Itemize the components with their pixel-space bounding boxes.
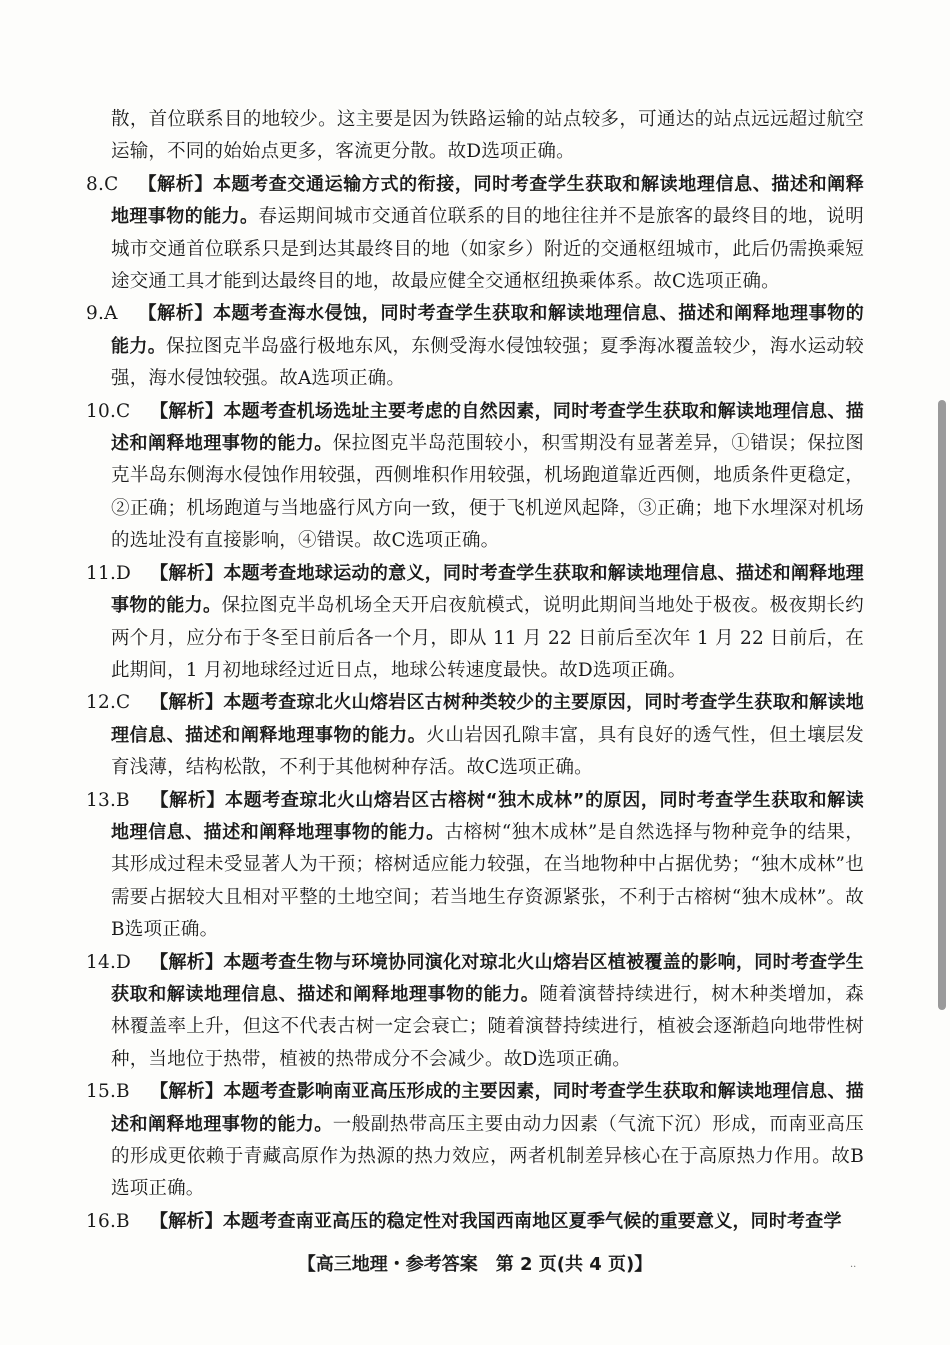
item-number: 8. <box>86 173 105 195</box>
analysis-text: 火山岩因孔隙丰富，具有良好的透气性，但土壤层发育浅薄，结构松散，不利于其他树种存活。故C选项正确。 <box>111 724 864 779</box>
analysis-text: 一般副热带高压主要由动力因素（气流下沉）形成，而南亚高压的形成更依赖于青藏高原作为热源的热力效应，两者机制差异核心在于高原热力作用。故B选项正确。 <box>111 1113 864 1200</box>
answer-item-14 <box>86 947 864 1077</box>
analysis-topic: 本题考查机场选址主要考虑的自然因素，同时考查学生获取和解读地理信息、描述和阐释地理事物的能力。 <box>111 400 864 455</box>
analysis-tag: 【解析】 <box>150 562 224 584</box>
answer-item-15 <box>86 1076 864 1206</box>
analysis-tag: 【解析】 <box>150 1081 224 1103</box>
item-number: 10. <box>86 400 117 422</box>
item-number: 12. <box>86 692 117 714</box>
analysis-tag: 【解析】 <box>150 951 224 973</box>
page-footer: 【高三地理・参考答案 第 2 页(共 4 页)】 <box>297 1254 653 1275</box>
item-answer: C <box>104 173 119 195</box>
analysis-topic: 本题考查琼北火山熔岩区古榕树“独木成林”的原因，同时考查学生获取和解读地理信息、描述和阐释地理事物的能力。 <box>111 789 864 843</box>
analysis-topic: 本题考查影响南亚高压形成的主要因素，同时考查学生获取和解读地理信息、描述和阐释地理事物的能力。 <box>111 1081 864 1135</box>
analysis-text: 古榕树“独木成林”是自然选择与物种竞争的结果，其形成过程未受显著人为干预；榕树适应能力较强，在当地物种中占据优势；“独木成林”也需要占据较大且相对平整的土地空间；若当地生存资源紧张，不利于古榕树“独木成林”。故B选项正确。 <box>111 821 864 941</box>
item-number: 11. <box>86 562 117 584</box>
item-answer: D <box>116 951 132 973</box>
answer-item-8 <box>86 169 864 299</box>
answer-item-9 <box>86 298 864 395</box>
item-answer: D <box>116 562 132 584</box>
item-answer: B <box>116 1081 130 1103</box>
answer-item-16 <box>86 1206 864 1238</box>
analysis-tag: 【解析】 <box>138 173 213 195</box>
analysis-topic: 本题考查生物与环境协同演化对琼北火山熔岩区植被覆盖的影响，同时考查学生获取和解读地理信息、描述和阐释地理事物的能力。 <box>111 951 864 1005</box>
item-number: 13. <box>86 789 117 811</box>
item-number: 9. <box>86 303 105 325</box>
analysis-text: 保拉图克半岛盛行极地东风，东侧受海水侵蚀较强；夏季海冰覆盖较少，海水运动较强，海水侵蚀较强。故A选项正确。 <box>111 335 864 390</box>
analysis-topic: 本题考查地球运动的意义，同时考查学生获取和解读地理信息、描述和阐释地理事物的能力。 <box>111 562 864 617</box>
analysis-tag: 【解析】 <box>150 692 224 714</box>
analysis-topic: 本题考查海水侵蚀，同时考查学生获取和解读地理信息、描述和阐释地理事物的能力。 <box>111 303 864 357</box>
analysis-tag: 【解析】 <box>150 789 225 811</box>
item-answer: C <box>116 400 131 422</box>
item-answer: B <box>116 789 130 811</box>
analysis-tag: 【解析】 <box>138 303 213 325</box>
corner-mark: ·· <box>850 1262 857 1273</box>
answer-content <box>86 104 864 1238</box>
item-answer: C <box>116 692 131 714</box>
item-number: 15. <box>86 1081 117 1103</box>
analysis-text: 保拉图克半岛机场全天开启夜航模式，说明此期间当地处于极夜。极夜期长约两个月，应分布于冬至日前后各一个月，即从 11 月 22 日前后至次年 1 月 22 日前后，在此期间，1 月初地球经过近日点，地球公转速度最快。故D选项正确。 <box>111 595 864 681</box>
item-answer: B <box>116 1210 130 1232</box>
item-number: 16. <box>86 1210 117 1232</box>
analysis-text: 春运期间城市交通首位联系的目的地往往并不是旅客的最终目的地，说明城市交通首位联系只是到达其最终目的地（如家乡）附近的交通枢纽城市，此后仍需换乘短途交通工具才能到达最终目的地，故最应健全交通枢纽换乘体系。故C选项正确。 <box>111 206 864 293</box>
analysis-topic: 本题考查南亚高压的稳定性对我国西南地区夏季气候的重要意义，同时考查学 <box>222 1210 842 1232</box>
analysis-text: 随着演替持续进行，树木种类增加，森林覆盖率上升，但这不代表古树一定会衰亡；随着演替持续进行，植被会逐渐趋向地带性树种，当地位于热带，植被的热带成分不会减少。故D选项正确。 <box>111 983 864 1070</box>
answer-item-12 <box>86 687 864 784</box>
analysis-tag: 【解析】 <box>150 1210 223 1232</box>
analysis-tag: 【解析】 <box>150 400 224 422</box>
answer-item-10 <box>86 396 864 558</box>
analysis-topic: 本题考查琼北火山熔岩区古树种类较少的主要原因，同时考查学生获取和解读地理信息、描述和阐释地理事物的能力。 <box>111 692 864 746</box>
vertical-scrollbar[interactable] <box>938 400 946 1010</box>
answer-item-11 <box>86 558 864 688</box>
item-number: 14. <box>86 951 117 973</box>
answer-list <box>86 169 864 1238</box>
analysis-text: 保拉图克半岛范围较小，积雪期没有显著差异，①错误；保拉图克半岛东侧海水侵蚀作用较强，西侧堆积作用较强，机场跑道靠近西侧，地质条件更稳定，②正确；机场跑道与当地盛行风方向一致，便于飞机逆风起降，③正确；地下水埋深对机场的选址没有直接影响，④错误。故C选项正确。 <box>111 433 864 552</box>
analysis-topic: 本题考查交通运输方式的衔接，同时考查学生获取和解读地理信息、描述和阐释地理事物的能力。 <box>111 173 864 228</box>
intro-paragraph: 散，首位联系目的地较少。这主要是因为铁路运输的站点较多，可通达的站点远远超过航空运输，不同的始始点更多，客流更分散。故D选项正确。 <box>111 109 864 163</box>
answer-item-13 <box>86 785 864 947</box>
item-answer: A <box>104 303 118 325</box>
